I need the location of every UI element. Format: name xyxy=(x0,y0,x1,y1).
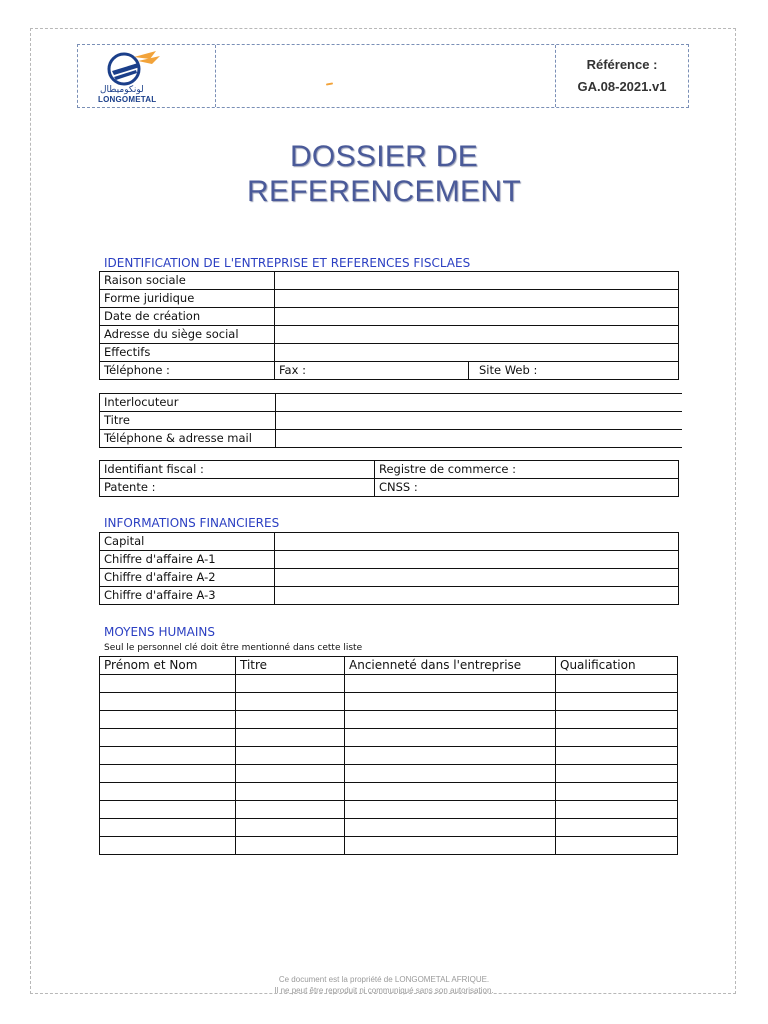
table-cell[interactable] xyxy=(100,693,236,711)
table-row xyxy=(100,837,678,855)
table-cell[interactable] xyxy=(236,693,345,711)
financial-table xyxy=(99,532,679,605)
table-row xyxy=(100,747,678,765)
table-row xyxy=(100,326,679,344)
identification-table xyxy=(99,271,679,380)
section-heading-identification: IDENTIFICATION DE L'ENTREPRISE ET REFERENCES FISCLAES xyxy=(104,256,471,270)
field-value[interactable] xyxy=(276,430,682,448)
field-label: Téléphone & adresse mail xyxy=(100,430,276,448)
reference-cell xyxy=(556,45,688,107)
field-label: Raison sociale xyxy=(100,272,275,290)
table-cell[interactable] xyxy=(345,765,556,783)
table-cell[interactable] xyxy=(556,711,678,729)
staff-table-body xyxy=(100,675,678,855)
table-cell[interactable] xyxy=(556,837,678,855)
field-value[interactable] xyxy=(275,344,679,362)
table-cell[interactable] xyxy=(556,819,678,837)
field-value[interactable] xyxy=(276,394,682,412)
table-cell[interactable] xyxy=(100,675,236,693)
logo-arabic-text: لونكوميطال xyxy=(100,85,144,95)
table-row xyxy=(100,711,678,729)
field-label: Chiffre d'affaire A-2 xyxy=(100,569,275,587)
field-label: Effectifs xyxy=(100,344,275,362)
table-cell[interactable] xyxy=(345,747,556,765)
reference-label: Référence : xyxy=(586,57,658,72)
document-header xyxy=(77,44,689,108)
field-label: Titre xyxy=(100,412,276,430)
table-row xyxy=(100,729,678,747)
table-row xyxy=(100,819,678,837)
table-cell[interactable] xyxy=(556,675,678,693)
field-value[interactable] xyxy=(275,533,679,551)
table-cell[interactable] xyxy=(345,819,556,837)
table-cell[interactable] xyxy=(100,765,236,783)
table-cell[interactable] xyxy=(100,837,236,855)
table-cell[interactable] xyxy=(556,801,678,819)
footer-line2: Il ne peut être reproduit ni communiqué sans son autorisation. xyxy=(274,986,494,995)
table-cell[interactable] xyxy=(236,675,345,693)
table-cell[interactable] xyxy=(236,711,345,729)
table-cell[interactable] xyxy=(100,801,236,819)
field-value[interactable] xyxy=(275,290,679,308)
identifiant-fiscal-field[interactable]: Identifiant fiscal : xyxy=(100,461,375,479)
table-cell[interactable] xyxy=(345,729,556,747)
column-header: Prénom et Nom xyxy=(100,657,236,675)
table-row xyxy=(100,675,678,693)
table-row xyxy=(100,479,679,497)
fax-field[interactable]: Fax : xyxy=(275,362,469,380)
table-row xyxy=(100,783,678,801)
table-cell[interactable] xyxy=(236,747,345,765)
table-cell[interactable] xyxy=(236,837,345,855)
table-row xyxy=(100,344,679,362)
field-value[interactable] xyxy=(275,587,679,605)
table-row xyxy=(100,290,679,308)
table-row xyxy=(100,801,678,819)
table-row xyxy=(100,394,682,412)
table-row xyxy=(100,362,679,380)
document-title-line1: DOSSIER DE xyxy=(289,140,479,173)
field-value[interactable] xyxy=(275,551,679,569)
table-cell[interactable] xyxy=(556,765,678,783)
orange-mark xyxy=(326,82,333,85)
section-heading-financial: INFORMATIONS FINANCIERES xyxy=(104,516,280,530)
table-cell[interactable] xyxy=(236,783,345,801)
fiscal-table xyxy=(99,460,679,497)
section-heading-staff: MOYENS HUMAINS xyxy=(104,625,215,639)
table-row xyxy=(100,272,679,290)
table-cell[interactable] xyxy=(345,693,556,711)
table-row xyxy=(100,412,682,430)
table-row xyxy=(100,430,682,448)
table-row xyxy=(100,693,678,711)
field-value[interactable] xyxy=(275,272,679,290)
field-label: Date de création xyxy=(100,308,275,326)
field-value[interactable] xyxy=(275,569,679,587)
field-label: Interlocuteur xyxy=(100,394,276,412)
field-value[interactable] xyxy=(276,412,682,430)
site-web-field[interactable]: Site Web : xyxy=(469,362,679,380)
header-middle-cell xyxy=(216,45,556,107)
table-row xyxy=(100,587,679,605)
staff-table xyxy=(99,656,678,855)
field-value[interactable] xyxy=(275,308,679,326)
table-cell[interactable] xyxy=(236,765,345,783)
table-cell[interactable] xyxy=(345,783,556,801)
staff-note: Seul le personnel clé doit être mentionné dans cette liste xyxy=(104,643,363,653)
table-cell[interactable] xyxy=(236,801,345,819)
logo-text: LONGOMETAL xyxy=(98,95,157,104)
table-cell[interactable] xyxy=(556,729,678,747)
table-cell[interactable] xyxy=(100,711,236,729)
field-label: Forme juridique xyxy=(100,290,275,308)
table-row xyxy=(100,308,679,326)
table-row xyxy=(100,765,678,783)
table-cell[interactable] xyxy=(345,837,556,855)
table-cell[interactable] xyxy=(556,747,678,765)
logo-cell xyxy=(78,45,216,107)
table-row xyxy=(100,551,679,569)
table-cell[interactable] xyxy=(556,783,678,801)
field-value[interactable] xyxy=(275,326,679,344)
table-cell[interactable] xyxy=(345,711,556,729)
cnss-field[interactable]: CNSS : xyxy=(375,479,679,497)
table-row xyxy=(100,569,679,587)
field-label: Capital xyxy=(100,533,275,551)
column-header: Qualification xyxy=(556,657,678,675)
telephone-field[interactable]: Téléphone : xyxy=(100,362,275,380)
patente-field[interactable]: Patente : xyxy=(100,479,375,497)
column-header: Titre xyxy=(236,657,345,675)
document-title-line2: REFERENCEMENT xyxy=(247,175,521,208)
table-cell[interactable] xyxy=(100,783,236,801)
table-cell[interactable] xyxy=(345,675,556,693)
table-cell[interactable] xyxy=(236,729,345,747)
table-row xyxy=(100,461,679,479)
table-cell[interactable] xyxy=(556,693,678,711)
footer-line1: Ce document est la propriété de LONGOMETAL AFRIQUE. xyxy=(278,975,490,984)
table-row xyxy=(100,533,679,551)
table-header-row xyxy=(100,657,678,675)
table-cell[interactable] xyxy=(100,729,236,747)
field-label: Adresse du siège social xyxy=(100,326,275,344)
field-label: Chiffre d'affaire A-1 xyxy=(100,551,275,569)
table-cell[interactable] xyxy=(100,819,236,837)
column-header: Ancienneté dans l'entreprise xyxy=(345,657,556,675)
reference-value: GA.08-2021.v1 xyxy=(577,79,667,94)
field-label: Chiffre d'affaire A-3 xyxy=(100,587,275,605)
contact-table xyxy=(99,393,682,448)
registre-commerce-field[interactable]: Registre de commerce : xyxy=(375,461,679,479)
table-cell[interactable] xyxy=(345,801,556,819)
table-cell[interactable] xyxy=(100,747,236,765)
table-cell[interactable] xyxy=(236,819,345,837)
